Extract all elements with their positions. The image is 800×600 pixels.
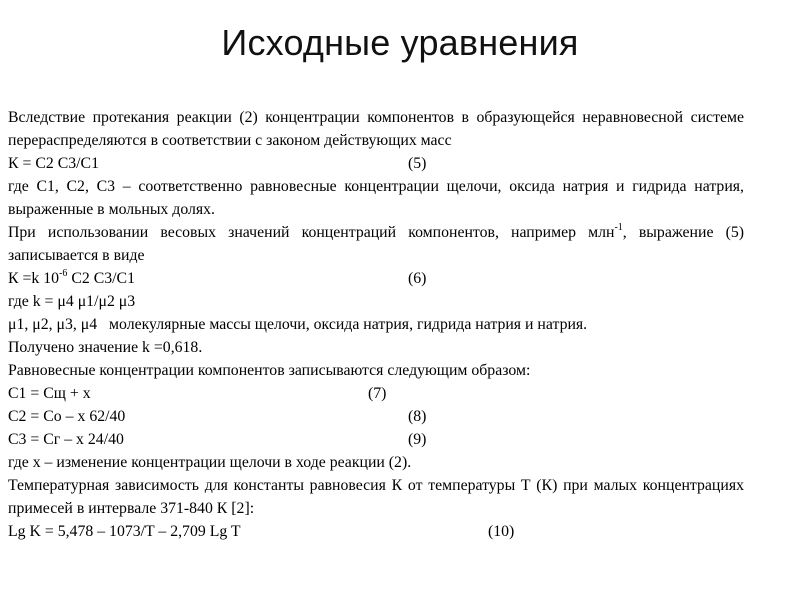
paragraph-weight-values-end: , выражение (5) записывается в виде [8, 224, 744, 264]
paragraph-weight-values [8, 221, 744, 267]
equation-6 [8, 267, 744, 290]
unit-exponent: -1 [614, 221, 623, 233]
equation-8-number: (8) [408, 408, 427, 425]
equation-5-number: (5) [408, 155, 427, 172]
equation-6-start: К =k 10 [8, 270, 60, 287]
k-value-line: Получено значение k =0,618. [8, 339, 203, 356]
slide-title: Исходные уравнения [221, 22, 579, 63]
equation-5 [8, 152, 744, 175]
equation-6-exponent: -6 [59, 267, 68, 279]
equation-5-text: К = С2 С3/С1 [8, 155, 99, 172]
equation-9-number: (9) [408, 431, 427, 448]
equation-7 [8, 382, 744, 405]
paragraph-weight-values-start: При использовании весовых значений концентраций компонентов, например млн [8, 224, 615, 241]
equation-7-number: (7) [368, 385, 387, 402]
equilibrium-intro-line: Равновесные концентрации компонентов записываются следующим образом: [8, 362, 531, 379]
equation-7-text: С1 = Сщ + х [8, 385, 91, 402]
x-definition-line: где х – изменение концентрации щелочи в ходе реакции (2). [8, 454, 412, 471]
molecular-masses-line: μ1, μ2, μ3, μ4 молекулярные массы щелочи, оксида натрия, гидрида натрия и натрия. [8, 316, 588, 333]
equation-6-text [8, 267, 135, 287]
equation-6-number: (6) [408, 270, 427, 287]
equation-8 [8, 405, 744, 428]
equation-6-end: С2 С3/С1 [67, 270, 135, 287]
equation-8-text: С2 = Со – х 62/40 [8, 408, 126, 425]
k-definition: где k = μ4 μ1/μ2 μ3 [8, 293, 136, 310]
paragraph-mass-action: Вследствие протекания реакции (2) концентрации компонентов в образующейся неравновесной системе перераспределяются в соответствии с законом действующих масс [8, 109, 744, 149]
equation-9-text: С3 = Сг – х 24/40 [8, 431, 124, 448]
equation-9 [8, 428, 744, 451]
equation-10 [8, 520, 744, 543]
slide-body [8, 106, 744, 543]
paragraph-concentrations: где С1, С2, С3 – соответственно равновесные концентрации щелочи, оксида натрия и гидрида натрия, выраженные в мольных долях. [8, 178, 744, 218]
paragraph-temperature-dependence: Температурная зависимость для константы равновесия К от температуры Т (К) при малых концентрациях примесей в интервале 371-840 К [2]: [8, 477, 744, 517]
equation-10-number: (10) [488, 523, 515, 540]
equation-10-text: Lg K = 5,478 – 1073/T – 2,709 Lg T [8, 523, 241, 540]
